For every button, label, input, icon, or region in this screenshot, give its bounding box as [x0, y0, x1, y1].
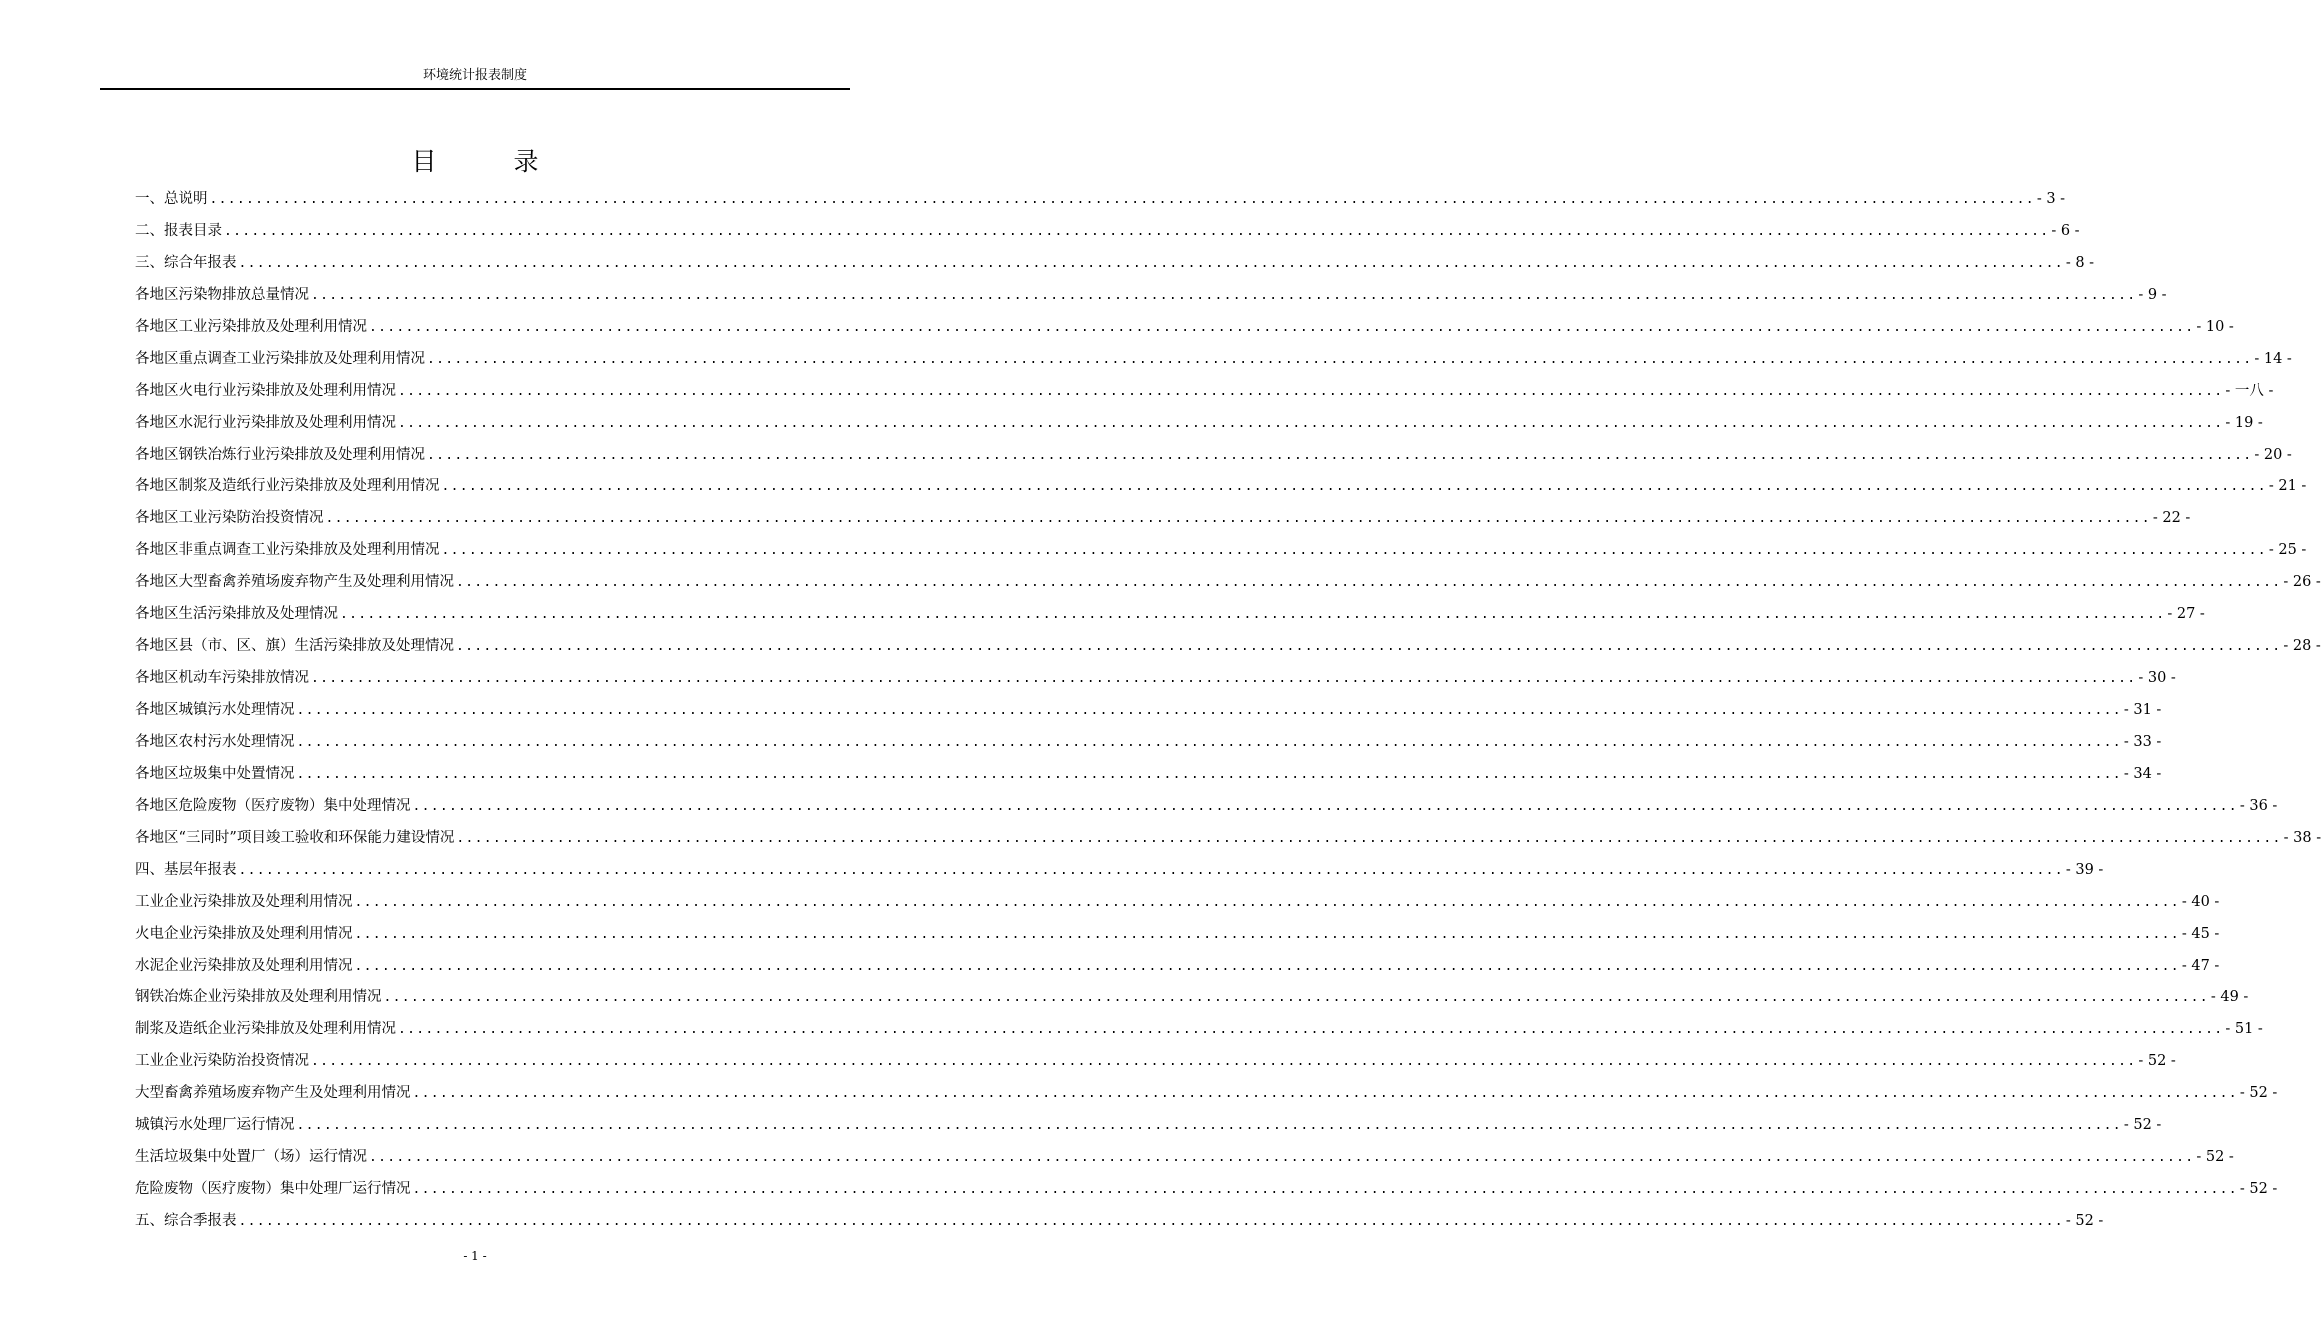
toc-entry-page: - 21 -: [2268, 478, 2307, 495]
toc-entry-label: 水泥企业污染排放及处理利用情况: [135, 957, 353, 974]
toc-dot-leader: ........................................................................................................................................................................................................: [311, 287, 2137, 303]
toc-entry-label: 二、报表目录: [135, 222, 222, 239]
toc-dot-leader: ........................................................................................................................................................................................................: [369, 319, 2195, 335]
header-title: 环境统计报表制度: [422, 68, 527, 83]
toc-entry-page: - 52 -: [2123, 1117, 2162, 1134]
toc-entry-page: - 一八 -: [2225, 382, 2274, 399]
toc-entry-page: - 52 -: [2239, 1181, 2278, 1198]
toc-entry-page: - 47 -: [2181, 957, 2220, 974]
toc-entry-label: 各地区危险废物（医疗废物）集中处理情况: [135, 797, 411, 814]
toc-entry[interactable]: [135, 759, 2162, 791]
toc-entry-page: - 31 -: [2123, 702, 2162, 718]
toc-entry[interactable]: [135, 695, 2162, 727]
toc-dot-leader: ........................................................................................................................................................................................................: [412, 1086, 2238, 1102]
toc-entry[interactable]: [135, 791, 2278, 823]
toc-entry[interactable]: [135, 248, 2095, 280]
toc-entry-label: 各地区火电行业污染排放及处理利用情况: [135, 382, 396, 399]
toc-entry-label: 工业企业污染防治投资情况: [135, 1053, 309, 1070]
toc-entry-label: 各地区机动车污染排放情况: [135, 670, 309, 687]
toc-entry-page: - 3 -: [2036, 191, 2066, 207]
toc-entry-page: - 25 -: [2268, 542, 2307, 559]
toc-entry-label: 城镇污水处理厂运行情况: [135, 1117, 295, 1134]
toc-entry-page: - 33 -: [2123, 733, 2162, 750]
toc-entry-label: 火电企业污染排放及处理利用情况: [135, 925, 353, 942]
toc-dot-leader: ........................................................................................................................................................................................................: [456, 639, 2282, 655]
toc-entry[interactable]: [135, 1078, 2278, 1110]
toc-entry[interactable]: [135, 887, 2220, 919]
toc-entry-label: 工业企业污染排放及处理利用情况: [135, 893, 353, 910]
toc-dot-leader: ........................................................................................................................................................................................................: [412, 1182, 2238, 1198]
toc-entry-label: 各地区钢铁冶炼行业污染排放及处理利用情况: [135, 446, 425, 463]
toc-entry[interactable]: [135, 184, 2066, 216]
toc-entry-page: - 6 -: [2051, 222, 2080, 239]
toc-entry-label: 钢铁冶炼企业污染排放及处理利用情况: [135, 989, 382, 1006]
toc-dot-leader: ........................................................................................................................................................................................................: [398, 383, 2224, 399]
toc-entry[interactable]: [135, 408, 2263, 440]
toc-entry-label: 各地区工业污染排放及处理利用情况: [135, 318, 367, 335]
toc-entry-label: 三、综合年报表: [135, 254, 237, 271]
toc-dot-leader: ........................................................................................................................................................................................................: [398, 415, 2224, 431]
toc-entry[interactable]: [135, 503, 2191, 535]
toc-entry[interactable]: [135, 1110, 2162, 1142]
toc-entry-page: - 14 -: [2254, 350, 2292, 367]
toc-entry-page: - 51 -: [2225, 1021, 2263, 1038]
toc-title: 目 录: [411, 147, 565, 176]
toc-entry[interactable]: [135, 440, 2292, 472]
toc-dot-leader: ........................................................................................................................................................................................................: [238, 862, 2064, 878]
toc-entry[interactable]: [135, 471, 2307, 503]
toc-dot-leader: ........................................................................................................................................................................................................: [354, 894, 2180, 910]
toc-entry-label: 各地区垃圾集中处置情况: [135, 765, 295, 782]
toc-entry-page: - 34 -: [2123, 765, 2162, 782]
toc-entry-page: - 40 -: [2181, 893, 2220, 910]
toc-entry-label: 各地区“三同时”项目竣工验收和环保能力建设情况: [135, 829, 455, 846]
toc-entry[interactable]: [135, 982, 2249, 1014]
toc-entry-page: - 10 -: [2196, 318, 2234, 335]
toc-entry[interactable]: [135, 312, 2234, 344]
toc-entry-page: - 20 -: [2254, 446, 2292, 463]
toc-entry[interactable]: [135, 1014, 2263, 1046]
toc-entry-page: - 36 -: [2239, 797, 2278, 814]
toc-entry-page: - 38 -: [2283, 829, 2321, 846]
toc-entry[interactable]: [135, 919, 2220, 951]
toc-dot-leader: ........................................................................................................................................................................................................: [456, 575, 2282, 591]
toc-entry-label: 各地区城镇污水处理情况: [135, 702, 295, 718]
toc-entry-label: 一、总说明: [135, 191, 208, 207]
toc-dot-leader: ........................................................................................................................................................................................................: [238, 255, 2064, 271]
toc-entry[interactable]: [135, 216, 2080, 248]
toc-entry-page: - 9 -: [2138, 286, 2167, 303]
toc-entry-label: 各地区工业污染防治投资情况: [135, 510, 324, 527]
toc-dot-leader: ........................................................................................................................................................................................................: [383, 990, 2209, 1006]
toc-entry-label: 各地区生活污染排放及处理情况: [135, 606, 338, 623]
toc-entry[interactable]: [135, 855, 2104, 887]
toc-entry[interactable]: [135, 823, 2321, 855]
toc-dot-leader: ........................................................................................................................................................................................................: [354, 958, 2180, 974]
toc-entry[interactable]: [135, 344, 2292, 376]
toc-entry-label: 四、基层年报表: [135, 861, 237, 878]
toc-dot-leader: ........................................................................................................................................................................................................: [398, 1022, 2224, 1038]
toc-dot-leader: ........................................................................................................................................................................................................: [209, 192, 2035, 207]
toc-entry-label: 各地区农村污水处理情况: [135, 733, 295, 750]
toc-dot-leader: ........................................................................................................................................................................................................: [296, 766, 2122, 782]
toc-dot-leader: ........................................................................................................................................................................................................: [412, 798, 2238, 814]
toc-entry-page: - 27 -: [2167, 606, 2205, 623]
toc-entry-page: - 19 -: [2225, 414, 2263, 431]
table-of-contents: [135, 184, 2321, 1238]
toc-entry-page: - 49 -: [2210, 989, 2249, 1006]
toc-entry-page: - 52 -: [2239, 1085, 2278, 1102]
toc-entry[interactable]: [135, 567, 2321, 599]
toc-entry-label: 各地区县（市、区、旗）生活污染排放及处理情况: [135, 638, 454, 655]
toc-dot-leader: ........................................................................................................................................................................................................: [441, 479, 2267, 495]
page-header: [100, 0, 850, 90]
toc-dot-leader: ........................................................................................................................................................................................................: [369, 1150, 2195, 1166]
header-rule: [100, 88, 850, 90]
toc-entry[interactable]: [135, 1174, 2278, 1206]
toc-dot-leader: ........................................................................................................................................................................................................: [311, 671, 2137, 687]
toc-entry-label: 大型畜禽养殖场废弃物产生及处理利用情况: [135, 1085, 411, 1102]
toc-entry[interactable]: [135, 663, 2176, 695]
footer-page-number: - 1 -: [463, 1249, 487, 1263]
toc-entry[interactable]: [135, 280, 2167, 312]
toc-entry-label: 各地区重点调查工业污染排放及处理利用情况: [135, 350, 425, 367]
toc-entry-label: 各地区大型畜禽养殖场废弃物产生及处理利用情况: [135, 574, 454, 591]
toc-entry-page: - 22 -: [2152, 510, 2191, 527]
toc-entry[interactable]: [135, 1046, 2176, 1078]
toc-entry-page: - 26 -: [2283, 574, 2321, 591]
toc-dot-leader: ........................................................................................................................................................................................................: [340, 607, 2166, 623]
toc-entry[interactable]: [135, 599, 2205, 631]
toc-entry-label: 制浆及造纸企业污染排放及处理利用情况: [135, 1021, 396, 1038]
toc-dot-leader: ........................................................................................................................................................................................................: [224, 223, 2050, 239]
toc-entry-page: - 52 -: [2065, 1213, 2104, 1229]
toc-dot-leader: ........................................................................................................................................................................................................: [427, 351, 2253, 367]
toc-entry-page: - 52 -: [2138, 1053, 2176, 1070]
toc-dot-leader: ........................................................................................................................................................................................................: [296, 734, 2122, 750]
toc-dot-leader: ........................................................................................................................................................................................................: [354, 926, 2180, 942]
toc-entry[interactable]: [135, 535, 2307, 567]
toc-entry-label: 危险废物（医疗废物）集中处理厂运行情况: [135, 1181, 411, 1198]
toc-entry[interactable]: [135, 951, 2220, 983]
toc-entry-label: 各地区非重点调查工业污染排放及处理利用情况: [135, 542, 440, 559]
toc-entry[interactable]: [135, 727, 2162, 759]
toc-entry[interactable]: [135, 376, 2274, 408]
toc-dot-leader: ........................................................................................................................................................................................................: [456, 830, 2282, 846]
toc-dot-leader: ........................................................................................................................................................................................................: [325, 511, 2151, 527]
toc-entry-page: - 39 -: [2065, 861, 2104, 878]
toc-entry-label: 生活垃圾集中处置厂（场）运行情况: [135, 1149, 367, 1166]
toc-dot-leader: ........................................................................................................................................................................................................: [296, 703, 2122, 718]
toc-entry[interactable]: [135, 631, 2321, 663]
toc-entry-page: - 28 -: [2283, 638, 2321, 655]
toc-dot-leader: ........................................................................................................................................................................................................: [441, 543, 2267, 559]
toc-entry-label: 五、综合季报表: [135, 1213, 237, 1229]
toc-entry-label: 各地区水泥行业污染排放及处理利用情况: [135, 414, 396, 431]
toc-entry-page: - 8 -: [2065, 254, 2095, 271]
toc-entry-page: - 30 -: [2138, 670, 2176, 687]
toc-entry[interactable]: [135, 1142, 2234, 1174]
toc-entry[interactable]: [135, 1206, 2104, 1238]
toc-entry-label: 各地区制浆及造纸行业污染排放及处理利用情况: [135, 478, 440, 495]
toc-dot-leader: ........................................................................................................................................................................................................: [296, 1118, 2122, 1134]
toc-dot-leader: ........................................................................................................................................................................................................: [311, 1054, 2137, 1070]
toc-dot-leader: ........................................................................................................................................................................................................: [427, 447, 2253, 463]
toc-entry-label: 各地区污染物排放总量情况: [135, 286, 309, 303]
toc-entry-page: - 52 -: [2196, 1149, 2234, 1166]
toc-dot-leader: ........................................................................................................................................................................................................: [238, 1214, 2064, 1229]
toc-entry-page: - 45 -: [2181, 925, 2220, 942]
